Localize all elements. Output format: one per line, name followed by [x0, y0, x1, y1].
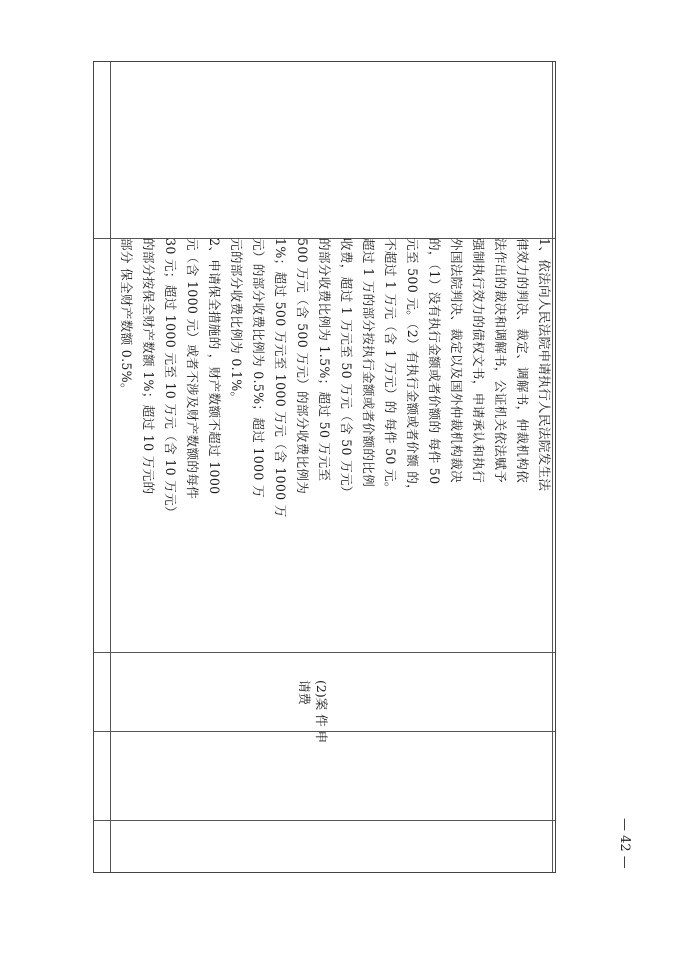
text-line: 收费，超过 1 万元至 50 万元（含 50 万元）: [339, 238, 354, 499]
text-line: 超过 1 万的部分按执行金额或者价额的比例: [361, 238, 376, 488]
table-frame: [93, 61, 556, 873]
text-line: 的，（1）没有执行金额或者价额的 每件 50: [427, 238, 442, 485]
text-line: 2、申请保全措施的 ，财产数额不超过 1000: [207, 238, 222, 495]
text-line: 元至 500 元。（2）有执行金额或者价额 的，: [405, 238, 420, 498]
text-line: 法作出的裁决和调解书，公证机关依法赋予: [493, 238, 508, 483]
fee-description: [115, 238, 555, 798]
row-divider: [94, 820, 555, 821]
text-line: 外国法院判决、裁定以及国外仲裁机构裁决: [449, 238, 464, 483]
label-line: 请费: [297, 680, 312, 706]
text-line: 元（含 1000 元）或者不涉及财产数额的每件: [185, 238, 200, 500]
column-divider: [110, 62, 111, 872]
text-line: 不超过 1 万元（含 1 万元）的 每件 50 元。: [383, 238, 398, 495]
text-line: 元）的部分收费比例为 0.5%；超过 1000 万: [251, 238, 266, 498]
case-fee-label: [296, 680, 330, 790]
text-line: 律效力的判决、裁定、调解书，仲裁机构依: [515, 238, 530, 483]
text-line: 的部分按保全财产数额 1%；超过 10 万元的: [141, 238, 156, 495]
label-line: (2)案 件 申: [314, 680, 329, 744]
text-line: 的部分收费比例为 1.5%；超过 50 万元至: [317, 238, 332, 482]
text-line: 1、依法向人民法院申请执行人民法院发生法: [537, 238, 552, 492]
text-line: 部分 保全财产数额 0.5%。: [119, 238, 134, 396]
text-line: 强制执行效力的债权文书，申请承认和执行: [471, 238, 486, 483]
page-number: — 42 —: [617, 818, 632, 869]
text-line: 元的部分收费比例为 0.1%。: [229, 238, 244, 405]
text-line: 30 元；超过 1000 元至 10 万元（含 10 万元）: [163, 238, 178, 519]
text-line: 1%；超过 500 万元至 1000 万元（含 1000 万: [273, 238, 288, 518]
text-line: 500 万元（含 500 万元）的部分收费比例为: [295, 238, 310, 495]
